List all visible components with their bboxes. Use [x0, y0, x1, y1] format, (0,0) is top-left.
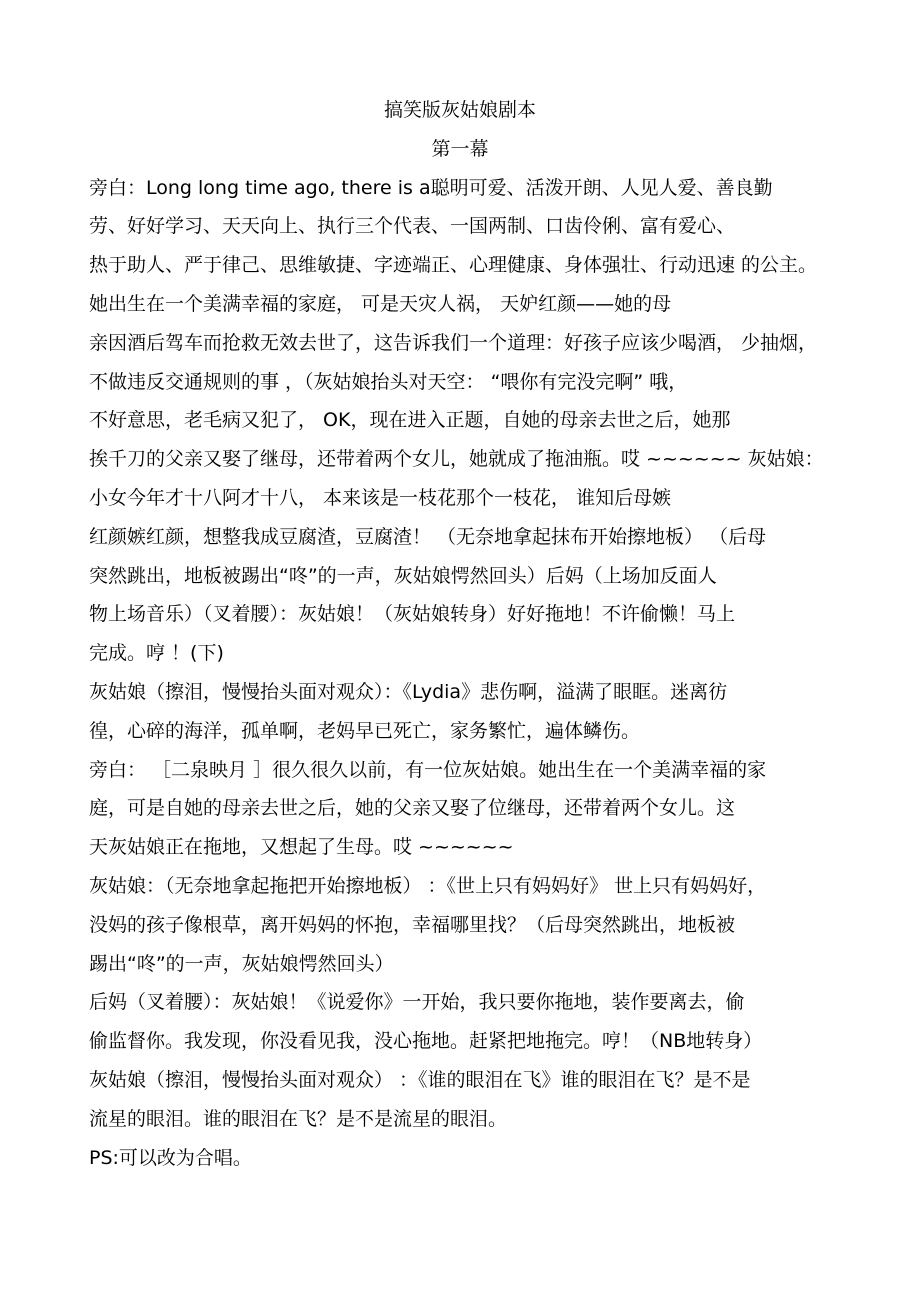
script-line: 没妈的孩子像根草，离开妈妈的怀抱，幸福哪里找？（后母突然跳出，地板被 [89, 913, 736, 936]
script-line: 完成。哼 ！(下) [89, 642, 224, 665]
script-line: 她出生在一个美满幸福的家庭， 可是天灾人祸， 天妒红颜——她的母 [89, 292, 672, 315]
document-title: 搞笑版灰姑娘剧本 [383, 99, 536, 121]
script-line: 徨，心碎的海洋，孤单啊，老妈早已死亡，家务繁忙，遍体鳞伤。 [89, 719, 641, 742]
document-page [0, 91, 920, 1177]
script-line: 物上场音乐）（叉着腰）：灰姑娘！（灰姑娘转身）好好拖地！不许偷懒！马上 [89, 603, 736, 626]
script-line: 灰姑娘（擦泪，慢慢抬头面对观众）：《Lydia》悲伤啊，溢满了眼眶。迷离彷 [89, 680, 728, 703]
script-line: 小女今年才十八阿才十八， 本来该是一枝花那个一枝花， 谁知后母嫉 [89, 486, 672, 509]
script-line: 旁白： ［二泉映月 ］很久很久以前，有一位灰姑娘。她出生在一个美满幸福的家 [89, 758, 767, 781]
script-line: 红颜嫉红颜，想整我成豆腐渣，豆腐渣！ （无奈地拿起抹布开始擦地板） （后母 [89, 525, 767, 548]
script-line: 流星的眼泪。谁的眼泪在飞？是不是流星的眼泪。 [89, 1107, 508, 1130]
script-line: 不好意思，老毛病又犯了， OK，现在进入正题，自她的母亲去世之后，她那 [89, 409, 731, 432]
script-line: 旁白：Long long time ago, there is a聪明可爱、活泼开朗、人见人爱、善良勤 [89, 176, 773, 199]
script-line: 劳、好好学习、天天向上、执行三个代表、一国两制、口齿伶俐、富有爱心、 [89, 215, 736, 238]
script-line: 挨千刀的父亲又娶了继母，还带着两个女儿，她就成了拖油瓶。哎 ~~~~~~ 灰姑娘： [89, 448, 824, 471]
script-line: 突然跳出，地板被踢出“咚”的一声，灰姑娘愕然回头）后妈（上场加反面人 [89, 564, 717, 587]
script-line: 偷监督你。我发现，你没看见我，没心拖地。赶紧把地拖完。哼！（NB地转身） [89, 1030, 763, 1053]
script-body [0, 169, 920, 1178]
script-line: 亲因酒后驾车而抢救无效去世了，这告诉我们一个道理：好孩子应该少喝酒， 少抽烟， [89, 331, 818, 354]
script-line: 热于助人、严于律己、思维敏捷、字迹端正、心理健康、身体强壮、行动迅速 的公主。 [89, 254, 818, 277]
script-line: 后妈（叉着腰）：灰姑娘！《说爱你》一开始，我只要你拖地，装作要离去，偷 [89, 991, 745, 1014]
act-heading: 第一幕 [431, 137, 489, 160]
script-line: 踢出“咚”的一声，灰姑娘愕然回头） [89, 952, 394, 975]
script-line: 庭，可是自她的母亲去世之后，她的父亲又娶了位继母，还带着两个女儿。这 [89, 797, 736, 820]
script-line: 不做违反交通规则的事 ，（灰姑娘抬头对天空： “喂你有完没完啊” 哦， [89, 370, 688, 393]
script-line: PS:可以改为合唱。 [89, 1146, 252, 1169]
script-line: 灰姑娘（擦泪，慢慢抬头面对观众） ：《谁的眼泪在飞》谁的眼泪在飞？是不是 [89, 1068, 751, 1091]
script-line: 天灰姑娘正在拖地，又想起了生母。哎 ~~~~~~ [89, 836, 514, 859]
script-line: 灰姑娘：（无奈地拿起拖把开始擦地板） ：《世上只有妈妈好》 世上只有妈妈好， [89, 874, 767, 897]
